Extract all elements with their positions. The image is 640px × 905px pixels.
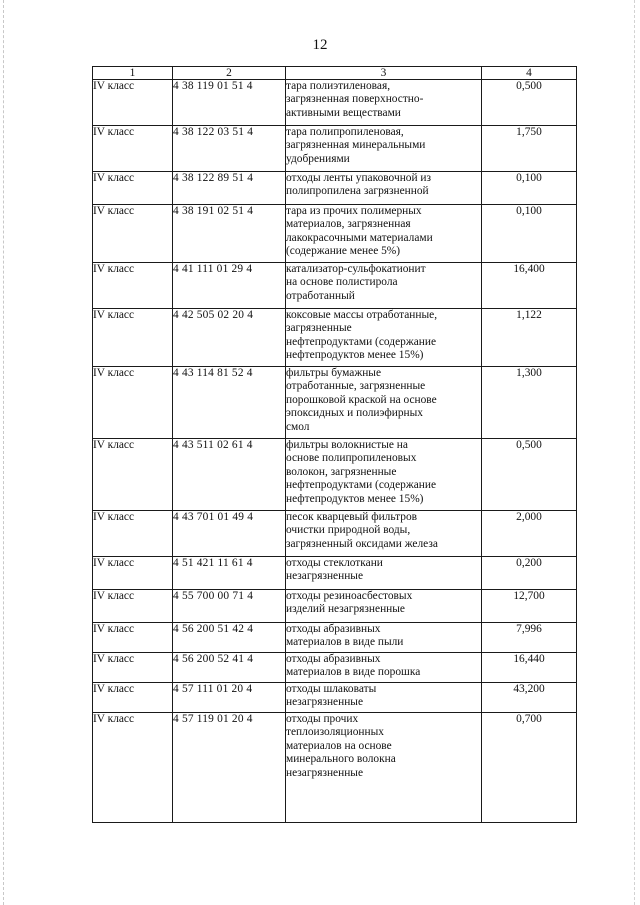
waste-code-cell: 4 43 114 81 52 4 xyxy=(173,367,286,439)
table-row xyxy=(93,713,577,823)
waste-name-cell: фильтры волокнистые на основе полипропиленовых волокон, загрязненные нефтепродуктами (содержание нефтепродуктов менее 15%) xyxy=(286,439,482,511)
hazard-class-cell: IV класс xyxy=(93,511,173,557)
hazard-class-cell: IV класс xyxy=(93,126,173,172)
table-row xyxy=(93,172,577,205)
hazard-class-cell: IV класс xyxy=(93,439,173,511)
waste-name-cell: отходы ленты упаковочной из полипропилена загрязненной xyxy=(286,172,482,205)
waste-name-cell: песок кварцевый фильтров очистки природной воды, загрязненный оксидами железа xyxy=(286,511,482,557)
amount-cell: 0,500 xyxy=(482,80,577,126)
amount-cell: 0,100 xyxy=(482,172,577,205)
amount-cell: 16,440 xyxy=(482,653,577,683)
amount-cell: 2,000 xyxy=(482,511,577,557)
hazard-class-cell: IV класс xyxy=(93,653,173,683)
waste-code-cell: 4 56 200 52 41 4 xyxy=(173,653,286,683)
waste-code-cell: 4 57 111 01 20 4 xyxy=(173,683,286,713)
waste-name-cell: отходы резиноасбестовых изделий незагрязненные xyxy=(286,590,482,623)
hazard-class-cell: IV класс xyxy=(93,309,173,367)
table-row xyxy=(93,623,577,653)
amount-cell: 0,700 xyxy=(482,713,577,823)
waste-name-cell: отходы абразивных материалов в виде пыли xyxy=(286,623,482,653)
waste-registry-table xyxy=(92,66,577,823)
table-row xyxy=(93,511,577,557)
amount-cell: 12,700 xyxy=(482,590,577,623)
table-row xyxy=(93,205,577,263)
hazard-class-cell: IV класс xyxy=(93,367,173,439)
table-row xyxy=(93,683,577,713)
waste-name-cell: тара из прочих полимерных материалов, загрязненная лакокрасочными материалами (содержание менее 5%) xyxy=(286,205,482,263)
hazard-class-cell: IV класс xyxy=(93,623,173,653)
hazard-class-cell: IV класс xyxy=(93,80,173,126)
table-row xyxy=(93,367,577,439)
table-header xyxy=(93,67,577,80)
table-row xyxy=(93,126,577,172)
waste-name-cell: коксовые массы отработанные, загрязненные нефтепродуктами (содержание нефтепродуктов менее 15%) xyxy=(286,309,482,367)
table-body xyxy=(93,80,577,823)
waste-code-cell: 4 57 119 01 20 4 xyxy=(173,713,286,823)
waste-name-cell: отходы абразивных материалов в виде порошка xyxy=(286,653,482,683)
hazard-class-cell: IV класс xyxy=(93,172,173,205)
waste-name-cell: фильтры бумажные отработанные, загрязненные порошковой краской на основе эпоксидных и полиэфирных смол xyxy=(286,367,482,439)
amount-cell: 16,400 xyxy=(482,263,577,309)
hazard-class-cell: IV класс xyxy=(93,557,173,590)
amount-cell: 43,200 xyxy=(482,683,577,713)
amount-cell: 1,750 xyxy=(482,126,577,172)
table-row xyxy=(93,653,577,683)
waste-code-cell: 4 38 122 89 51 4 xyxy=(173,172,286,205)
hazard-class-cell: IV класс xyxy=(93,590,173,623)
table-row xyxy=(93,263,577,309)
waste-code-cell: 4 38 119 01 51 4 xyxy=(173,80,286,126)
waste-code-cell: 4 38 191 02 51 4 xyxy=(173,205,286,263)
amount-cell: 7,996 xyxy=(482,623,577,653)
waste-name-cell: катализатор-сульфокатионит на основе полистирола отработанный xyxy=(286,263,482,309)
table-row xyxy=(93,80,577,126)
hazard-class-cell: IV класс xyxy=(93,205,173,263)
amount-cell: 0,200 xyxy=(482,557,577,590)
page-edge-dashed-line-right xyxy=(634,0,635,905)
table-row xyxy=(93,557,577,590)
waste-code-cell: 4 51 421 11 61 4 xyxy=(173,557,286,590)
waste-name-cell: отходы шлаковаты незагрязненные xyxy=(286,683,482,713)
waste-code-cell: 4 38 122 03 51 4 xyxy=(173,126,286,172)
page-edge-dashed-line xyxy=(3,0,4,905)
waste-code-cell: 4 43 701 01 49 4 xyxy=(173,511,286,557)
hazard-class-cell: IV класс xyxy=(93,713,173,823)
waste-name-cell: отходы стеклоткани незагрязненные xyxy=(286,557,482,590)
waste-code-cell: 4 56 200 51 42 4 xyxy=(173,623,286,653)
waste-name-cell: отходы прочих теплоизоляционных материалов на основе минерального волокна незагрязненные xyxy=(286,713,482,823)
amount-cell: 1,300 xyxy=(482,367,577,439)
waste-code-cell: 4 42 505 02 20 4 xyxy=(173,309,286,367)
table-row xyxy=(93,309,577,367)
waste-code-cell: 4 55 700 00 71 4 xyxy=(173,590,286,623)
table-row xyxy=(93,590,577,623)
amount-cell: 1,122 xyxy=(482,309,577,367)
hazard-class-cell: IV класс xyxy=(93,263,173,309)
column-header-3: 3 xyxy=(286,67,482,80)
waste-name-cell: тара полипропиленовая, загрязненная минеральными удобрениями xyxy=(286,126,482,172)
amount-cell: 0,500 xyxy=(482,439,577,511)
column-header-4: 4 xyxy=(482,67,577,80)
waste-code-cell: 4 43 511 02 61 4 xyxy=(173,439,286,511)
waste-code-cell: 4 41 111 01 29 4 xyxy=(173,263,286,309)
column-header-1: 1 xyxy=(93,67,173,80)
table-row xyxy=(93,439,577,511)
page-number: 12 xyxy=(312,37,328,53)
amount-cell: 0,100 xyxy=(482,205,577,263)
column-header-2: 2 xyxy=(173,67,286,80)
hazard-class-cell: IV класс xyxy=(93,683,173,713)
waste-name-cell: тара полиэтиленовая, загрязненная поверхностно- активными веществами xyxy=(286,80,482,126)
